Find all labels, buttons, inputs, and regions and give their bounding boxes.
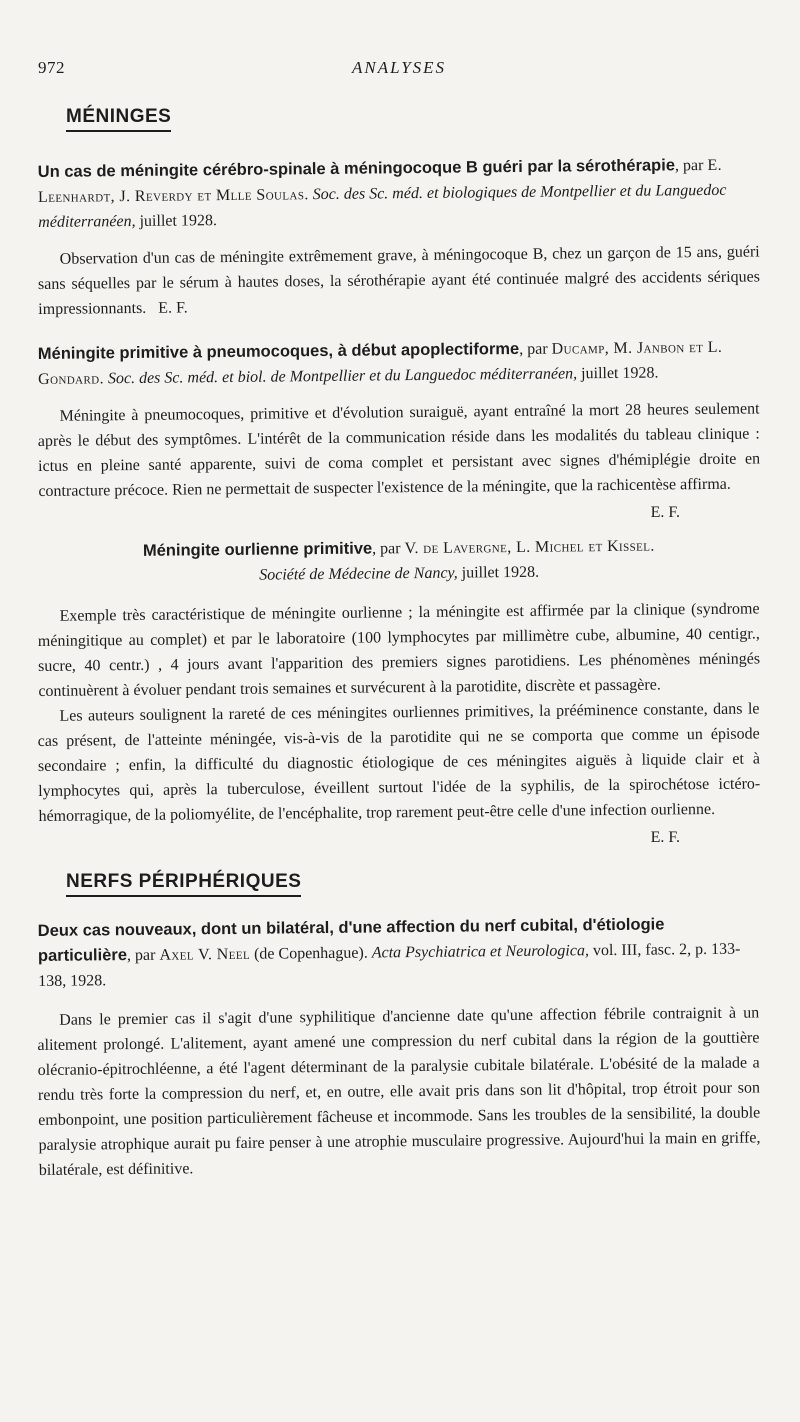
running-head (38, 56, 760, 80)
running-title: ANALYSES (351, 58, 447, 77)
entry-source: Soc. des Sc. méd. et biol. de Montpellier et du Languedoc méditerranéen, (107, 365, 578, 388)
entry-date: juillet 1928. (139, 212, 217, 230)
entry-title: Méningite primitive à pneumocoques, à début apoplectiforme (37, 339, 520, 364)
entry-paragraph (37, 696, 760, 829)
signature: E. F. (158, 299, 188, 317)
entry-title: Un cas de méningite cérébro-spinale à méningocoque B guéri par la sérothérapie (37, 156, 676, 182)
entry-paragraph (38, 239, 761, 322)
entry-source: Société de Médecine de Nancy, (259, 564, 458, 584)
paragraph-text: Dans le premier cas il s'agit d'une syphilitique d'ancienne date qu'une affection fébrile contraignit à un alitement prolongé. L'alitement, ayant amené une compression du nerf cubital dans la région de la gouttière olécranio-épitrochléenne, a été l'agent déterminant de la paralysie cubitale bilatérale. L'obésité de la malade a rendu très forte la compression du nerf, et, en outre, elle avait pris dans son lit d'hôpital, trop étroit pour son embonpoint, une position particulièrement fâcheuse et incommode. Sans les troubles de la sensibilité, la double paralysie atrophique aurait pu faire penser à une atrophie musculaire progressive. Aujourd'hui la main en griffe, bilatérale, est définitive. (37, 1004, 761, 1179)
paragraph-text: Exemple très caractéristique de méningite ourlienne ; la méningite est affirmée par la clinique (syndrome méningitique au complet) et par le laboratoire (100 lymphocytes par millimètre cube, albumine, 40 centigr., sucre, 40 centr.) , 4 jours avant l'apparition des premiers signes parotidiens. Les phénomènes méningés continuèrent à évoluer pendant trois semaines et survécurent à la parotidite, discrète et passagère. (37, 600, 761, 700)
authors-prefix: , par (126, 946, 156, 965)
entry-date: juillet 1928. (581, 364, 659, 383)
entry-citation (38, 911, 761, 994)
authors-prefix: , par (519, 340, 548, 358)
paragraph-text: Les auteurs soulignent la rareté de ces méningites ourliennes primitives, la prééminence constante, dans le cas présent, de l'atteinte méningée, vis-à-vis de la parotidite qui ne se comporta que comme un épisode secondaire ; enfin, la difficulté du diagnostic étiologique de ces méningites aiguës à liquide clair et à lymphocytes qui, après la tuberculose, éveillent surtout l'idée de la syphilis, de la spirochétose ictéro-hémorragique, de la poliomyélite, de l'encéphalite, trop rarement peut-être celle d'une infection ourlienne. (37, 700, 761, 825)
entry-citation (38, 532, 760, 590)
entry-paragraph (37, 396, 760, 504)
entry (37, 338, 761, 522)
entry-title: Méningite ourlienne primitive (142, 539, 373, 560)
authors-prefix: , par (372, 540, 401, 558)
signature: E. F. (650, 504, 680, 521)
entry-authors: E. Leenhardt, J. Reverdy et Mlle Soulas. (37, 156, 723, 206)
entry-date: vol. III, fasc. 2, p. 133-138, 1928. (38, 940, 741, 990)
section-heading: NERFS PÉRIPHÉRIQUES (66, 871, 301, 897)
section-heading: MÉNINGES (66, 106, 171, 132)
entry-source-prefix: (de Copenhague). (253, 944, 368, 963)
paragraph-text: Observation d'un cas de méningite extrêmement grave, à méningocoque B, chez un garçon de 15 ans, guéri sans séquelles par le sérum à hautes doses, la sérothérapie ayant été continuée malgré des accidents sériques impressionnants. (37, 243, 761, 318)
entry-source: Acta Psychiatrica et Neurologica, (371, 942, 589, 962)
signature: E. F. (650, 829, 680, 846)
entry-authors: Ducamp, M. Janbon et L. Gondard. (38, 338, 723, 388)
entry-authors: V. de Lavergne, L. Michel et Kissel. (404, 537, 655, 558)
entry-paragraph (37, 596, 760, 704)
entry-title: Deux cas nouveaux, dont un bilatéral, d'une affection du nerf cubital, d'étiologie particulière (37, 915, 665, 965)
section-nerfs-peripheriques (38, 871, 760, 1183)
authors-prefix: , par (674, 157, 704, 175)
page (38, 56, 760, 1183)
entry-source: Soc. des Sc. méd. et biologiques de Montpellier et du Languedoc méditerranéen, (38, 181, 727, 231)
entry (37, 156, 761, 322)
section-meninges (38, 106, 760, 847)
entry (37, 537, 761, 847)
entry-citation (38, 334, 760, 392)
entry (37, 915, 761, 1183)
entry-citation (38, 152, 761, 235)
entry-paragraph (37, 1000, 761, 1183)
entry-date: juillet 1928. (461, 563, 540, 582)
page-number: 972 (38, 58, 65, 77)
paragraph-text: Méningite à pneumocoques, primitive et d'évolution suraiguë, ayant entraîné la mort 28 heures seulement après le début des symptômes. L'intérêt de la communication réside dans les modalités du tableau clinique : ictus en pleine santé apparente, suivi de coma complet et persistant avec signes d'hémiplégie droite en contracture précoce. Rien ne permettait de suspecter l'existence de la méningite, que la rachicentèse affirma. (37, 400, 761, 500)
entry-authors: Axel V. Neel (159, 945, 251, 964)
